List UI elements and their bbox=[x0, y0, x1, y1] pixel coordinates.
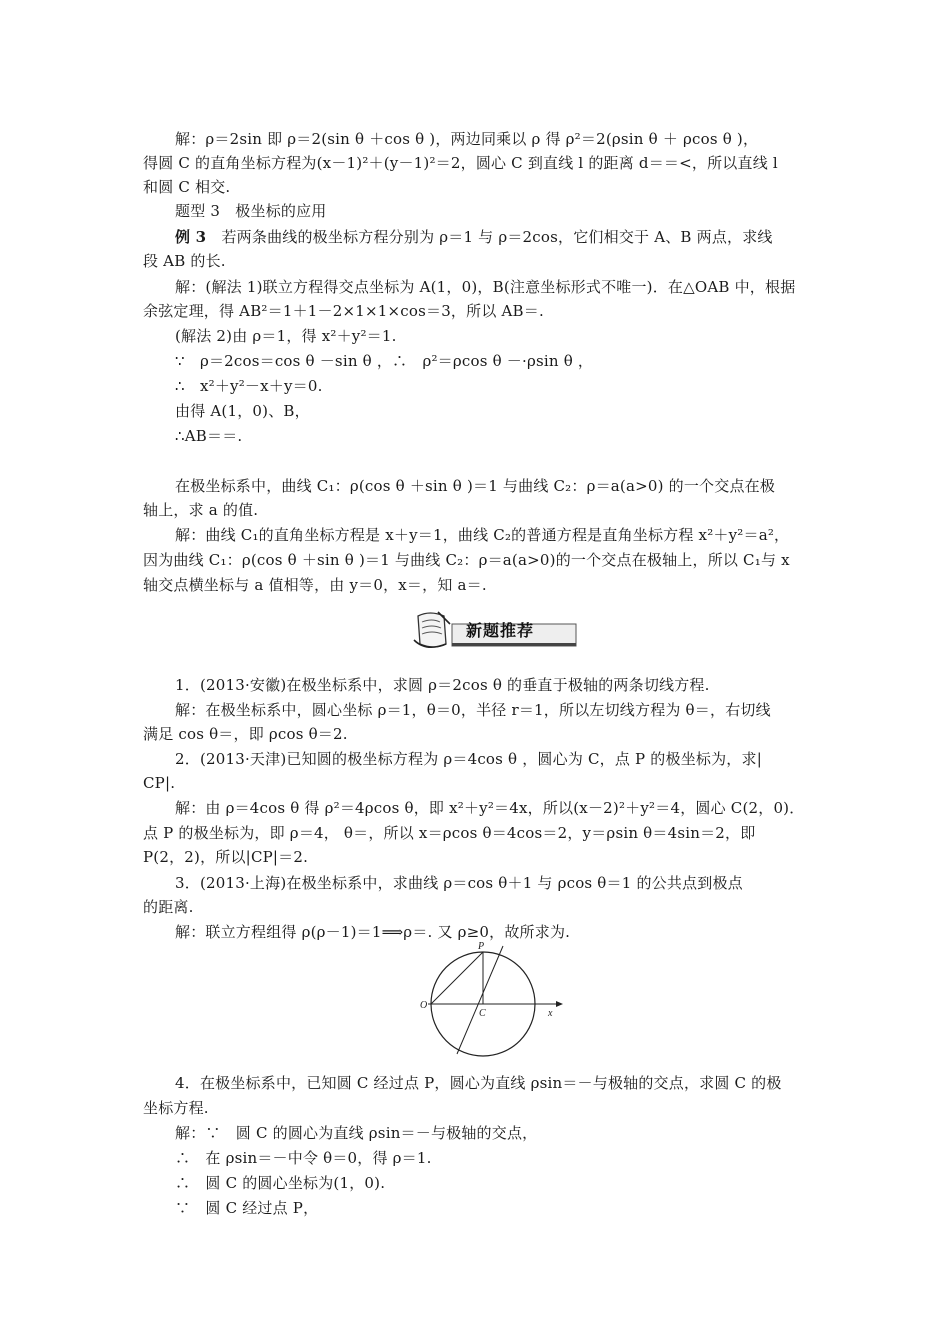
text-line: 2．(2013·天津)已知圆的极坐标方程为 ρ＝4cos θ ，圆心为 C，点 P 的极坐标为，求| bbox=[175, 750, 762, 768]
example-label: 例 3 bbox=[175, 228, 207, 246]
label-p: P bbox=[478, 941, 485, 952]
example-text: 若两条曲线的极坐标方程分别为 ρ＝1 与 ρ＝2cos，它们相交于 A、B 两点，求线 bbox=[206, 228, 773, 246]
banner-title: 新题推荐 bbox=[466, 621, 535, 640]
scroll-icon bbox=[414, 612, 450, 647]
text-line: 3．(2013·上海)在极坐标系中，求曲线 ρ＝cos θ＋1 与 ρcos θ＝1 的公共点到极点 bbox=[175, 874, 743, 892]
text-line: ∴ 圆 C 的圆心坐标为(1，0). bbox=[175, 1174, 386, 1192]
text-line: ∵ 圆 C 经过点 P， bbox=[175, 1199, 319, 1217]
axis-arrow-icon bbox=[556, 1001, 563, 1007]
text-line: 轴交点横坐标与 a 值相等，由 y＝0，x＝，知 a＝. bbox=[143, 576, 487, 594]
circle-diagram bbox=[418, 938, 568, 1058]
text-line: 解：曲线 C₁的直角坐标方程是 x＋y＝1，曲线 C₂的普通方程是直角坐标方程 x²＋y²＝a²， bbox=[175, 526, 790, 544]
text-line: P(2，2)，所以|CP|＝2. bbox=[143, 848, 309, 866]
secant-line bbox=[457, 946, 503, 1054]
text-line: 的距离. bbox=[143, 898, 194, 916]
text-line: 解：联立方程组得 ρ(ρ－1)＝1⟹ρ＝. 又 ρ≥0，故所求为. bbox=[175, 923, 571, 941]
text-line: 轴上，求 a 的值. bbox=[143, 501, 259, 519]
topic-heading: 题型 3 极坐标的应用 bbox=[175, 202, 327, 220]
segment-op bbox=[431, 952, 483, 1004]
text-line: ∴ 在 ρsin＝－中令 θ＝0，得 ρ＝1. bbox=[175, 1149, 432, 1167]
text-line: 得圆 C 的直角坐标方程为(x－1)²＋(y－1)²＝2，圆心 C 到直线 l 的距离 d＝＝<，所以直线 l bbox=[143, 154, 778, 172]
text-line: 1．(2013·安徽)在极坐标系中，求圆 ρ＝2cos θ 的垂直于极轴的两条切线方程. bbox=[175, 676, 710, 694]
text-line: 坐标方程. bbox=[143, 1099, 209, 1117]
text-line: 解：ρ＝2sin 即 ρ＝2(sin θ ＋cos θ )，两边同乘以 ρ 得 ρ²＝2(ρsin θ ＋ ρcos θ )， bbox=[175, 130, 759, 148]
text-line: 满足 cos θ＝，即 ρcos θ＝2. bbox=[143, 725, 348, 743]
text-line: CP|. bbox=[143, 774, 176, 792]
text-line: 余弦定理，得 AB²＝1＋1－2×1×1×cos＝3，所以 AB＝. bbox=[143, 302, 544, 320]
label-c: C bbox=[479, 1008, 486, 1019]
text-line: 4．在极坐标系中，已知圆 C 经过点 P，圆心为直线 ρsin＝－与极轴的交点，求圆 C 的极 bbox=[175, 1074, 782, 1092]
text-line: 由得 A(1，0)、B， bbox=[175, 402, 310, 420]
example-3-line bbox=[175, 225, 811, 249]
text-line: 解：在极坐标系中，圆心坐标 ρ＝1，θ＝0，半径 r＝1，所以左切线方程为 θ＝，右切线 bbox=[175, 701, 771, 719]
label-o: O bbox=[420, 1000, 428, 1011]
text-line: 解：由 ρ＝4cos θ 得 ρ²＝4ρcos θ，即 x²＋y²＝4x，所以(x－2)²＋y²＝4，圆心 C(2，0)． bbox=[175, 799, 805, 817]
text-line: 解：(解法 1)联立方程得交点坐标为 A(1，0)，B(注意坐标形式不唯一)．在△OAB 中，根据 bbox=[175, 278, 796, 296]
text-line: ∴ x²＋y²－x＋y＝0. bbox=[175, 377, 323, 395]
text-line: (解法 2)由 ρ＝1，得 x²＋y²＝1. bbox=[175, 327, 397, 345]
text-line: 和圆 C 相交. bbox=[143, 178, 231, 196]
text-line: ∵ ρ＝2cos＝cos θ －sin θ ，∴ ρ²＝ρcos θ －·ρsin θ ， bbox=[175, 352, 594, 370]
text-line: 点 P 的极坐标为，即 ρ＝4， θ＝，所以 x＝ρcos θ＝4cos＝2，y＝ρsin θ＝4sin＝2，即 bbox=[143, 824, 756, 842]
text-line: 因为曲线 C₁：ρ(cos θ ＋sin θ )＝1 与曲线 C₂：ρ＝a(a>0)的一个交点在极轴上，所以 C₁与 x bbox=[143, 551, 790, 569]
text-line: 在极坐标系中，曲线 C₁：ρ(cos θ ＋sin θ )＝1 与曲线 C₂：ρ＝a(a>0) 的一个交点在极 bbox=[175, 477, 776, 495]
text-line: 段 AB 的长. bbox=[143, 252, 226, 270]
text-line: 解：∵ 圆 C 的圆心为直线 ρsin＝－与极轴的交点， bbox=[175, 1124, 538, 1142]
text-line: ∴AB＝＝. bbox=[175, 427, 243, 445]
label-x: x bbox=[548, 1008, 553, 1019]
